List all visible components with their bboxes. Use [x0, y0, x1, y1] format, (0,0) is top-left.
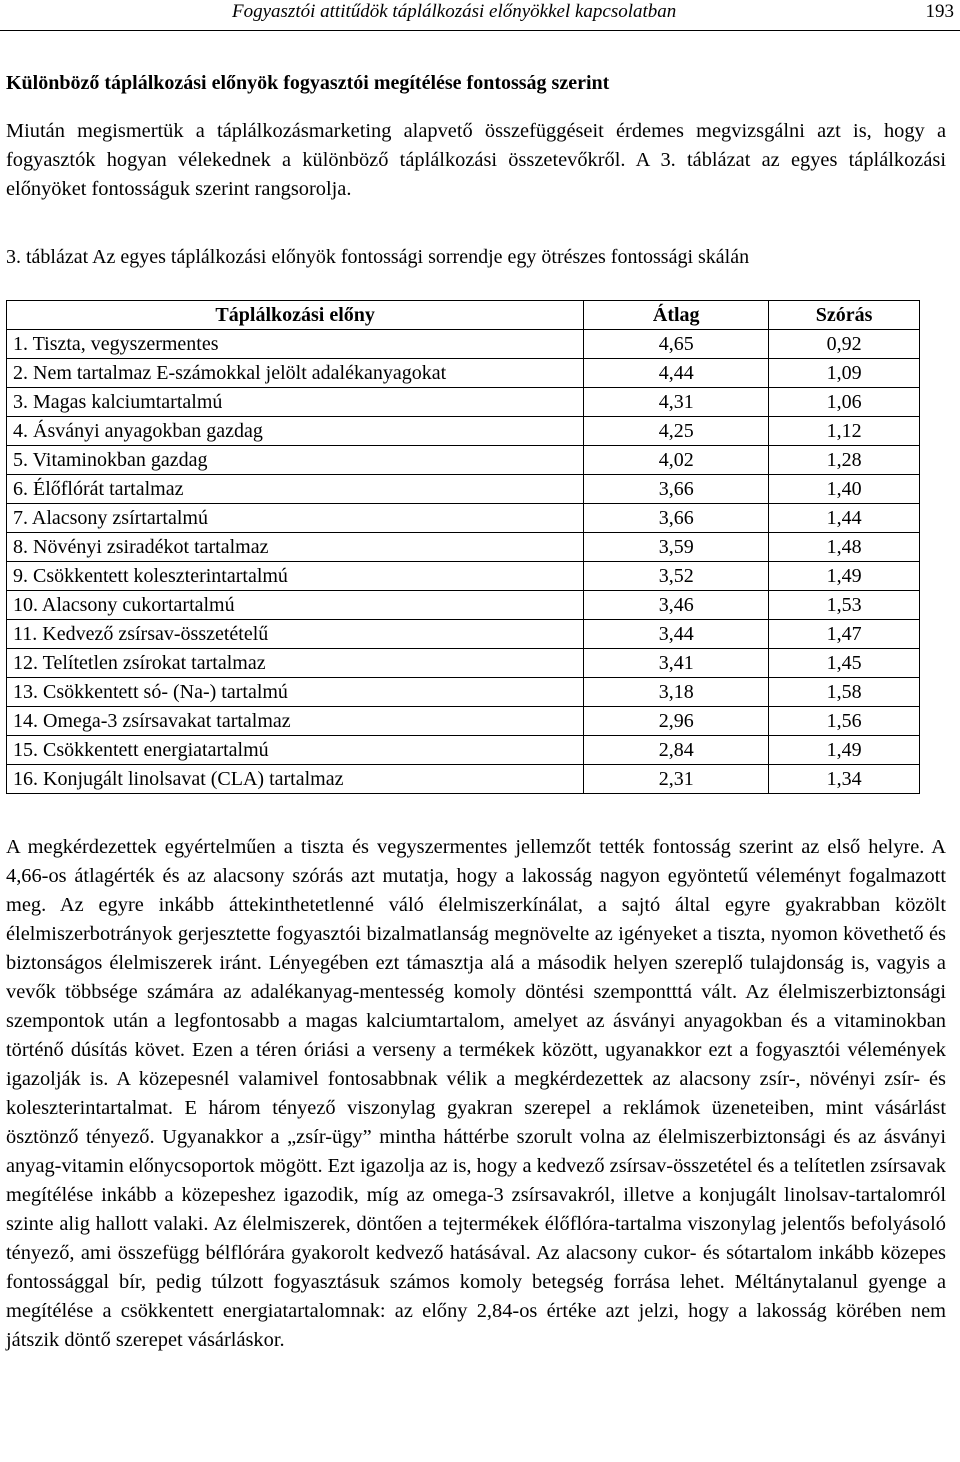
mean-cell: 4,65 — [584, 330, 769, 359]
page-number: 193 — [925, 1, 954, 22]
column-header-sd: Szórás — [769, 301, 920, 330]
benefit-cell: 10. Alacsony cukortartalmú — [7, 591, 584, 620]
mean-cell: 4,02 — [584, 446, 769, 475]
mean-cell: 2,31 — [584, 765, 769, 794]
sd-cell: 1,28 — [769, 446, 920, 475]
mean-cell: 3,46 — [584, 591, 769, 620]
table-row — [7, 765, 920, 794]
table-caption: 3. táblázat Az egyes táplálkozási előnyök fontossági sorrendje egy ötrészes fontossági skálán — [6, 246, 750, 268]
table-row — [7, 707, 920, 736]
table-row — [7, 446, 920, 475]
sd-cell: 1,44 — [769, 504, 920, 533]
table-row — [7, 678, 920, 707]
mean-cell: 3,66 — [584, 504, 769, 533]
benefit-cell: 6. Élőflórát tartalmaz — [7, 475, 584, 504]
sd-cell: 1,58 — [769, 678, 920, 707]
sd-cell: 0,92 — [769, 330, 920, 359]
benefit-cell: 5. Vitaminokban gazdag — [7, 446, 584, 475]
benefit-cell: 13. Csökkentett só- (Na-) tartalmú — [7, 678, 584, 707]
sd-cell: 1,45 — [769, 649, 920, 678]
mean-cell: 4,44 — [584, 359, 769, 388]
mean-cell: 3,44 — [584, 620, 769, 649]
benefit-cell: 2. Nem tartalmaz E-számokkal jelölt adalékanyagokat — [7, 359, 584, 388]
mean-cell: 2,84 — [584, 736, 769, 765]
benefit-cell: 11. Kedvező zsírsav-összetételű — [7, 620, 584, 649]
table-row — [7, 475, 920, 504]
benefit-cell: 1. Tiszta, vegyszermentes — [7, 330, 584, 359]
sd-cell: 1,40 — [769, 475, 920, 504]
table-row — [7, 417, 920, 446]
sd-cell: 1,09 — [769, 359, 920, 388]
sd-cell: 1,47 — [769, 620, 920, 649]
column-header-mean: Átlag — [584, 301, 769, 330]
table-body — [7, 330, 920, 794]
benefit-cell: 15. Csökkentett energiatartalmú — [7, 736, 584, 765]
table-row — [7, 620, 920, 649]
mean-cell: 4,31 — [584, 388, 769, 417]
sd-cell: 1,53 — [769, 591, 920, 620]
sd-cell: 1,49 — [769, 562, 920, 591]
mean-cell: 3,52 — [584, 562, 769, 591]
benefit-cell: 3. Magas kalciumtartalmú — [7, 388, 584, 417]
benefit-cell: 16. Konjugált linolsavat (CLA) tartalmaz — [7, 765, 584, 794]
benefit-cell: 14. Omega-3 zsírsavakat tartalmaz — [7, 707, 584, 736]
intro-paragraph: Miután megismertük a táplálkozásmarketing alapvető összefüggéseit érdemes megvizsgálni azt is, hogy a fogyasztók hogyan vélekednek a különböző táplálkozási összetevőkről. A 3. táblázat az egyes táplálkozási előnyöket fontosságuk szerint rangsorolja. — [6, 120, 946, 200]
mean-cell: 3,41 — [584, 649, 769, 678]
body-paragraph: A megkérdezettek egyértelműen a tiszta és vegyszermentes jellemzőt tették fontosság szerint az első helyre. A 4,66-os átlagérték és az alacsony szórás azt mutatja, hogy a lakosság nagyon egyöntetű véleményt fogalmazott meg. Az egyre inkább áttekinthetetlenné váló élelmiszerkínálat, a sajtó által egyre gyakrabban közölt élelmiszerbotrányok gerjesztette fogyasztói bizalmatlanság megnövelte az igényeket a tiszta, nyomon követhető és biztonságos élelmiszerek iránt. Lényegében ezt támasztja alá a második helyen szereplő tulajdonság is, vagyis a vevők többsége számára az adalékanyag-mentesség komoly döntési szempontttá vált. Az élelmiszerbiztonsági szempontok után a legfontosabb a magas kalciumtartalom, amelyet az ásványi anyagokban és a vitaminokban történő dúsítás követ. Ezen a téren óriási a verseny a termékek között, ugyanakkor ezt a fogyasztói vélemények igazolják is. A közepesnél valamivel fontosabbnak vélik a megkérdezettek az alacsony zsír-, növényi zsír- és koleszterintartalmat. E három tényező viszonylag gyakran szerepel a reklámok üzeneteiben, mint vásárlást ösztönző tényező. Ugyanakkor a „zsír-ügy” mintha háttérbe szorult volna az élelmiszerbiztonsági és az ásványi anyag-vitamin előnycsoportok mögött. Ezt igazolja az is, hogy a kedvező zsírsav-összetétel és a telítetlen zsírsavak megítélése inkább a közepeshez igazodik, míg az omega-3 zsírsavakról, illetve a konjugált linolsav-tartalomról szinte alig hallott valaki. Az élelmiszerek, döntően a tejtermékek élőflóra-tartalma viszonylag jelentős befolyásoló tényező, ami összefügg bélflórára gyakorolt kedvező hatásával. Az alacsony cukor- és sótartalom inkább közepes fontossággal bír, pedig túlzott fogyasztásuk számos komoly betegség forrása lehet. Méltánytalanul gyenge a megítélése a csökkentett energiatartalomnak: az előny 2,84-os értéke azt jelzi, hogy a lakosság körében nem játszik döntő szerepet vásárláskor. — [6, 836, 946, 1351]
sd-cell: 1,06 — [769, 388, 920, 417]
sd-cell: 1,12 — [769, 417, 920, 446]
benefit-cell: 7. Alacsony zsírtartalmú — [7, 504, 584, 533]
mean-cell: 2,96 — [584, 707, 769, 736]
sd-cell: 1,34 — [769, 765, 920, 794]
sd-cell: 1,49 — [769, 736, 920, 765]
table-row — [7, 330, 920, 359]
section-title: Különböző táplálkozási előnyök fogyasztói megítélése fontosság szerint — [6, 72, 610, 94]
table-header-row — [7, 301, 920, 330]
mean-cell: 3,66 — [584, 475, 769, 504]
mean-cell: 4,25 — [584, 417, 769, 446]
running-header — [0, 0, 960, 31]
benefit-cell: 8. Növényi zsiradékot tartalmaz — [7, 533, 584, 562]
benefits-table — [6, 300, 920, 794]
mean-cell: 3,59 — [584, 533, 769, 562]
table-row — [7, 359, 920, 388]
table-row — [7, 562, 920, 591]
running-title: Fogyasztói attitűdök táplálkozási előnyökkel kapcsolatban — [232, 1, 677, 22]
table-row — [7, 533, 920, 562]
mean-cell: 3,18 — [584, 678, 769, 707]
sd-cell: 1,56 — [769, 707, 920, 736]
table-row — [7, 591, 920, 620]
sd-cell: 1,48 — [769, 533, 920, 562]
benefit-cell: 12. Telítetlen zsírokat tartalmaz — [7, 649, 584, 678]
table-row — [7, 504, 920, 533]
benefit-cell: 4. Ásványi anyagokban gazdag — [7, 417, 584, 446]
table-row — [7, 388, 920, 417]
table-row — [7, 736, 920, 765]
benefit-cell: 9. Csökkentett koleszterintartalmú — [7, 562, 584, 591]
table-row — [7, 649, 920, 678]
column-header-benefit: Táplálkozási előny — [7, 301, 584, 330]
